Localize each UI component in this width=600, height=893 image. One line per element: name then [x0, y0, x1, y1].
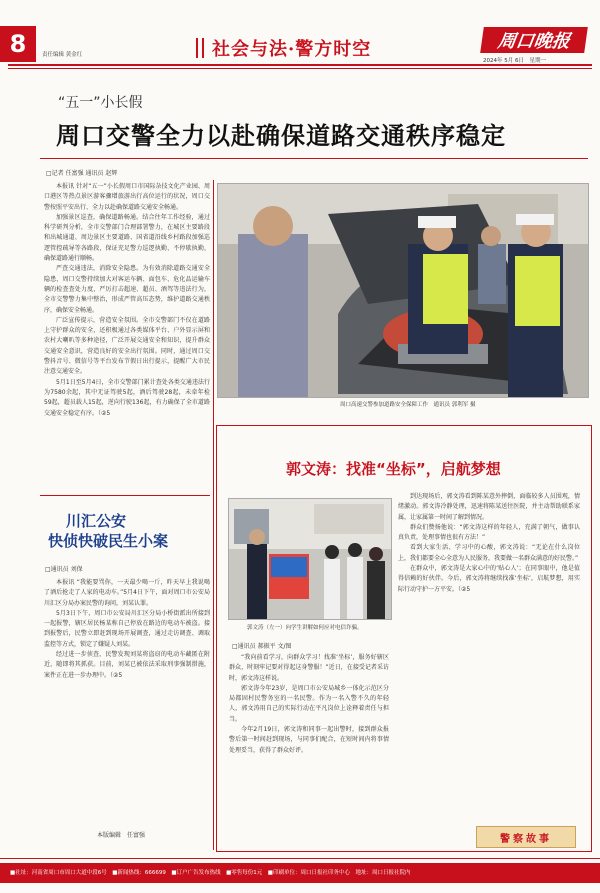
story2-paragraph: 5月3日下午，周口市公安局川汇区分局小桥街派出所接到一起报警，辖区居民杨某称自己停放在路边的电动车被盗。接到报警后，民警立即赶到现场开展调查，通过走访调查、调取监控等方式，锁定了嫌疑人刘某。	[44, 609, 210, 648]
story2-body	[44, 578, 210, 823]
story2-subtitle: 快侦快破民生小案	[48, 532, 169, 550]
page-editor-credit: 本版编辑 任富强	[97, 832, 146, 839]
paper-logo: 周口晚报	[480, 27, 588, 53]
story3-title: 郭文涛：找准“坐标”，启航梦想	[286, 460, 501, 478]
photo-guo-wentao-image	[229, 499, 391, 619]
page-number: 8	[0, 26, 36, 62]
header-rule	[8, 64, 592, 66]
story1-body	[44, 182, 210, 444]
story1-paragraph: 5月1日至5月4日，全市交警部门累计查处各类交通违法行为7580余起，其中无证驾驶5起，酒后驾驶28起，未牵年检59起，超员载人15起，逆向行驶136起，有力确保了全市道路交通安全稳定有序。（②5	[44, 378, 210, 417]
photo-traffic-police-image	[218, 184, 588, 397]
header-bars	[196, 38, 204, 58]
issue-date: 2024年 5月 6日 星期一	[483, 58, 546, 64]
story1-paragraph: 加强景区巡查，确保道路畅通。结合往年工作经验，通过科学研判分析，全市交警部门合理部署警力，在城区主要路段和出城通道、周边景区主要道路、国省道沿线乡村路段加强巡逻管控疏导等各路段，保证充足警力巡逻执勤、不停歇执勤，确保道路通行顺畅。	[44, 213, 210, 263]
story2-title: 川汇公安	[66, 512, 127, 530]
story2-byline: □通讯员 刘保	[45, 566, 83, 573]
story3-paragraph: 今年2月19日，郭文涛和同事一起出警时，接到群众报警后第一时间赶到现场，与同事们配合，在短时间内将事情处理妥当，获得了群众好评。	[229, 726, 389, 754]
story3-paragraph: 郭文涛今年23岁，是周口市公安局城乡一体化示范区分局都固村民警务室的一名民警。作为一名入警不久的年轻人，郭文涛用自己的实际行动在平凡岗位上诠释着责任与担当。	[229, 684, 389, 723]
story3-paragraph: 在群众中，郭文涛是大家心中的‘贴心人’；在同事眼中，他是值得信赖的好伙伴。今后，郭文涛将继续找准‘坐标’，启航梦想，用实际行动守护一方平安。（②5	[398, 565, 580, 593]
photo-guo-wentao	[228, 498, 392, 620]
story2-paragraph: 经过进一步侦查，民警发现刘某将盗窃的电动车藏匿在附近，随即将其抓获。目前，刘某已被依法采取刑事强制措施，案件正在进一步办理中。（②5	[44, 651, 210, 679]
story-divider	[40, 495, 210, 496]
footer-rule	[0, 858, 600, 859]
story2-paragraph: 本报讯 “我能要骂你，一天最少喝一斤，昨天早上我说喝了酒后抢走了人家的电动车。”5月4日下午，面对周口市公安局川汇区分局办案民警的询问，刘某认罪。	[44, 579, 210, 607]
story3-body-right	[398, 492, 580, 822]
story1-paragraph: 本报讯 针对“五一”小长假周口市国际杂技文化产业园、周口港区等热点景区游客骤增旅游出行高位运行的状况，周口交警按照平安出行、全力以赴确保道路交通安全畅通。	[44, 183, 210, 211]
story1-kicker: “五一”小长假	[58, 95, 143, 111]
photo1-caption: 周口高速交警参加道路安全保障工作 通讯员 郭利军 摄	[340, 402, 476, 408]
headline-rule	[40, 158, 588, 159]
story1-byline: □记者 任富强 通讯员 赵辉	[46, 170, 118, 177]
story3-byline: □通讯员 郝振平 文/图	[232, 643, 292, 650]
story3-paragraph: “我向前看学习，向群众学习！找准‘坐标’，服务好辖区群众，时刻牢记要对得起这身警服！”近日，在接受记者采访时，郭文涛这样说。	[229, 654, 389, 682]
story3-paragraph: 看到大家生活、学习中的心酸，郭文涛说：“无论在什么岗位上，我们都要全心全意为人民服务，我要做一名群众满意的好民警。”	[398, 544, 580, 562]
photo-traffic-police	[217, 183, 589, 398]
story1-paragraph: 广泛宣传提示，营造安全氛围。全市交警部门不仅在道路上守护群众的安全，还积极通过各类媒体平台、户外显示屏和农村大喇叭等多种途径，广泛开展交通安全和知识，提升群众交通安全意识，营造良好的安全出行氛围。同时，通过周口交警抖音号、微信号等平台发布节假日出行提示，提醒广大市民注意交通安全。	[44, 316, 210, 376]
story3-body-left	[229, 653, 389, 853]
feature-label: 警察故事	[476, 826, 576, 848]
photo2-caption: 郭文涛（左一）向学生讲解如何应对电信诈骗。	[247, 625, 363, 631]
section-title: 社会与法·警方时空	[212, 39, 372, 60]
story1-headline: 周口交警全力以赴确保道路交通秩序稳定	[56, 122, 506, 150]
story3-paragraph: 到达现场后，郭文涛看到陈某意外摔倒，面临较多人员围观，情绪激动。郭文涛冷静处理，迅速将陈某送往医院，并主动帮助联系家属，让家属第一时间了解到情况。	[398, 493, 580, 521]
story1-paragraph: 严查交通违法，消除安全隐患。为有效消除道路交通安全隐患，周口交警持续加大对客运车辆、面包车、危化品运输车辆的检查查处力度，严厉打击超速、超员、酒驾等违法行为，全市交警警力集中整治，形成严管高压态势，维护道路交通秩序，确保安全畅通。	[44, 265, 210, 314]
header-rule-thin	[8, 68, 592, 69]
footer-info: ■社址：河南省周口市周口大道中段6号 ■新闻热线：666699 ■订户广告发布热线 ■零售每份1元 ■印刷单位：周口日报社印务中心 地址：周口日报社院内	[0, 863, 600, 883]
story3-paragraph: 群众们赞扬他说：“郭文涛这样的年轻人，充满了朝气，做事认真负责，处理事情也很有方法！”	[398, 523, 580, 542]
column-divider	[213, 180, 214, 850]
page-editors: 责任编辑 黄金红	[42, 52, 83, 58]
